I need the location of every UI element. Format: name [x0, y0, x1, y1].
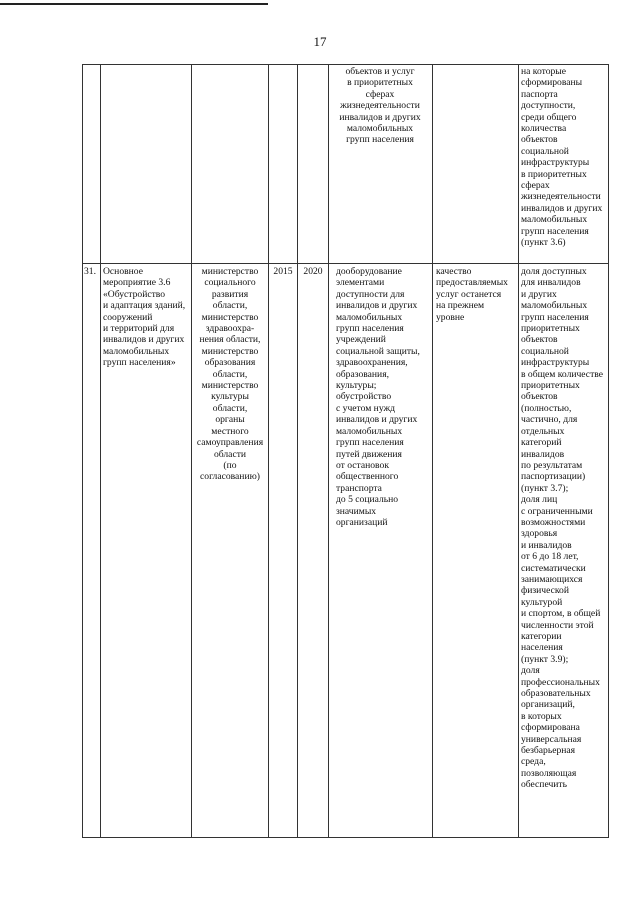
event-name: Основное мероприятие 3.6 «Обустройство и адаптация зданий, сооружений и территорий для инвалидов и других маломобильных групп населения»	[103, 266, 186, 369]
table-border-left	[82, 64, 83, 838]
prev-row-measures: объектов и услуг в приоритетных сферах жизнедеятельности инвалидов и других маломобильных групп населения	[339, 66, 421, 146]
col-divider-7	[518, 64, 519, 838]
prev-row-indicators: на которые сформированы паспорта доступности, среди общего количества объектов социальной инфраструктуры в приоритетных сферах жизнедеятельности инвалидов и других маломобильных групп населения (пункт 3.6)	[521, 66, 603, 249]
page-number: 17	[313, 34, 327, 49]
top-rule	[0, 3, 268, 5]
measures: дооборудование элементами доступности для инвалидов и других маломобильных групп населения учреждений социальной защиты, здравоохранения, образования, культуры; обустройство с учетом нужд инвалидов и других маломобильных групп населения путей движения от остановок общественного транспорта до 5 социально значимых организаций	[336, 266, 420, 528]
table-border-bottom	[82, 837, 609, 838]
consequence: качество предоставляемых услуг останется на прежнем уровне	[436, 266, 508, 323]
col-divider-5	[328, 64, 329, 838]
indicators: доля доступных для инвалидов и других маломобильных групп населения приоритетных объектов социальной инфраструктуры в общем количестве приоритетных объектов (полностью, частично, для отдельных категорий инвалидов по результатам паспортизации) (пункт 3.7); доля лиц с ограниченными возможностями здоровья и инвалидов от 6 до 18 лет, систематически занимающихся физической культурой и спортом, в общей численности этой категории населения (пункт 3.9); доля профессиональных образовательных организаций, в которых сформирована универсальная безбарьерная среда, позволяющая обеспечить	[521, 266, 603, 791]
col-divider-4	[297, 64, 298, 838]
col-divider-1	[100, 64, 101, 838]
row-divider	[82, 263, 609, 264]
table-border-right	[608, 64, 609, 838]
table-border-top	[82, 64, 609, 65]
row-number: 31.	[84, 266, 96, 277]
col-divider-6	[432, 64, 433, 838]
col-divider-3	[268, 64, 269, 838]
col-divider-2	[191, 64, 192, 838]
year-end: 2020	[303, 266, 323, 277]
year-start: 2015	[273, 266, 293, 277]
executors: министерство социального развития области, министерство здравоохра- нения области, министерство образования области, министерство культуры области, органы местного самоуправления области (по согласованию)	[196, 266, 264, 483]
